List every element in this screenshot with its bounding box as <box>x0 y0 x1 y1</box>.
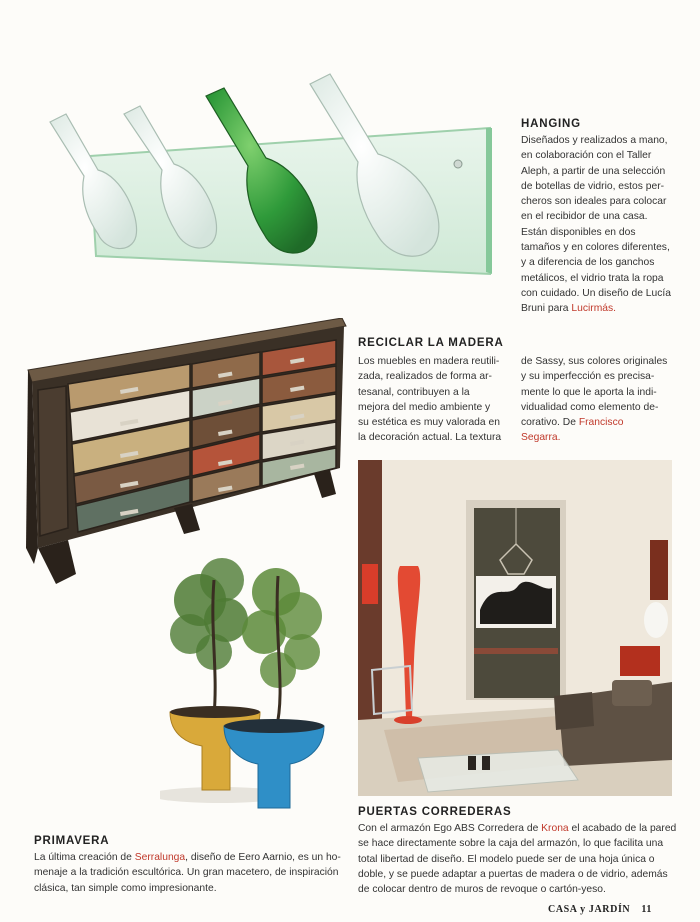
reciclar-col2: de Sassy, sus colores originales y su imperfección es precisa- mente lo que le aporta la indi- vidualidad como elemento de- corativo. De Francisco Segarra. <box>521 354 693 446</box>
footer <box>548 904 652 915</box>
primavera-body: La última creación de Serralunga, diseño de Eero Aarnio, es un ho- menaje a la tradición escultórica. Un gran macetero, de inspiración clásica, tan simple como impresionante. <box>34 852 341 894</box>
hanger-photo <box>40 66 500 286</box>
hanging-title: HANGING <box>521 118 581 130</box>
hanging-body: Diseñados y realizados a mano, en colaboración con el Taller Aleph, a partir de una selección de botellas de vidrio, estos per- cheros son ideales para colocar en el recibidor de una casa. Están disponibles en dos tamaños y en colores diferentes, y a diferencia de los ganchos metálicos, el vidrio trata la ropa con cuidado. Un diseño de Lucía Bruni para Lucirmás. <box>521 135 671 315</box>
puertas-brand: Krona <box>541 823 569 834</box>
primavera-brand: Serralunga <box>134 852 186 863</box>
reciclar-brand-a: Francisco <box>578 417 624 429</box>
page-number: 11 <box>641 904 653 915</box>
puertas-body: Con el armazón Ego ABS Corredera de Krona el acabado de la pared se hace directamente sobre la caja del armazón, lo que facilita una total libertad de diseño. El modelo puede ser de una hoja única o doble, y se puede adaptar a puertas de madera o de vidrio, además de colocar dentro de muros de revoque o cartón-yeso. <box>358 823 677 896</box>
hanging-brand: Lucirmás. <box>571 303 617 315</box>
reciclar-title: RECICLAR LA MADERA <box>358 337 504 349</box>
planter-photo <box>160 540 340 825</box>
puertas-title: PUERTAS CORREDERAS <box>358 806 512 818</box>
interior-photo <box>358 460 672 796</box>
primavera-title: PRIMAVERA <box>34 835 110 847</box>
magazine-name: CASA y JARDÍN <box>548 904 631 915</box>
reciclar-brand-b: Segarra. <box>521 432 561 444</box>
reciclar-col1: Los muebles en madera reutili- zada, realizados de forma ar- tesanal, contribuyen a la mejora del medio ambiente y su estética es muy valorada en la decoración actual. La textura <box>358 356 502 444</box>
